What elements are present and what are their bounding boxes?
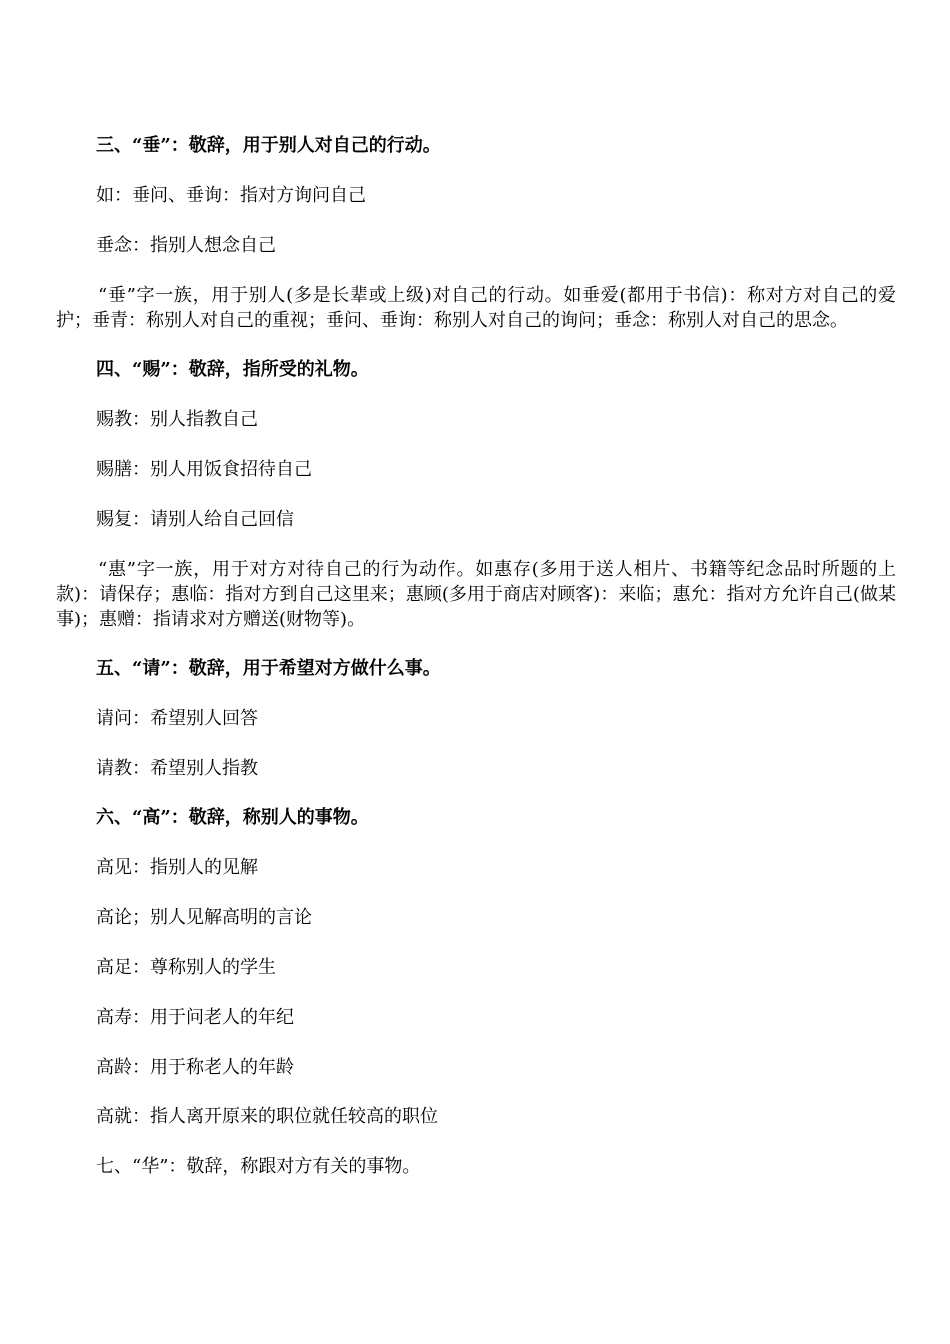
paragraph-chui: “垂”字一族，用于别人(多是长辈或上级)对自己的行动。如垂爱(都用于书信)：称对方对自己的爱护；垂青：称别人对自己的重视；垂问、垂询：称别人对自己的询问；垂念：称别人对自己的思念。 — [56, 285, 896, 331]
paragraph-hui: “惠”字一族，用于对方对待自己的行为动作。如惠存(多用于送人相片、书籍等纪念品时所题的上款)：请保存；惠临：指对方到自己这里来；惠顾(多用于商店对顾客)：来临；惠允：指对方允许自己(做某事)；惠赠：指请求对方赠送(财物等)。 — [56, 559, 896, 630]
section-heading-gao: 六、“高”：敬辞，称别人的事物。 — [96, 807, 369, 828]
section-heading-hua: 七、“华”：敬辞，称跟对方有关的事物。 — [96, 1156, 421, 1177]
entry-gaojian: 高见：指别人的见解 — [96, 857, 258, 878]
entry-qingjiao: 请教：希望别人指教 — [96, 758, 258, 779]
entry-cijiao: 赐教：别人指教自己 — [96, 409, 258, 430]
entry-gaojiu: 高就：指人离开原来的职位就任较高的职位 — [96, 1106, 438, 1127]
section-heading-ci: 四、“赐”：敬辞，指所受的礼物。 — [96, 359, 369, 380]
entry-gaozu: 高足：尊称别人的学生 — [96, 957, 276, 978]
entry-chuiwen: 如：垂问、垂询：指对方询问自己 — [96, 185, 366, 206]
entry-cishan: 赐膳：别人用饭食招待自己 — [96, 459, 312, 480]
entry-qingwen: 请问：希望别人回答 — [96, 708, 258, 729]
section-heading-qing: 五、“请”：敬辞，用于希望对方做什么事。 — [96, 658, 441, 679]
entry-cifu: 赐复：请别人给自己回信 — [96, 509, 294, 530]
entry-gaolun: 高论；别人见解高明的言论 — [96, 907, 312, 928]
entry-gaoshou: 高寿：用于问老人的年纪 — [96, 1007, 294, 1028]
entry-gaoling: 高龄：用于称老人的年龄 — [96, 1057, 294, 1078]
section-heading-chui: 三、“垂”：敬辞，用于别人对自己的行动。 — [96, 135, 441, 156]
entry-chuinian: 垂念：指别人想念自己 — [96, 235, 276, 256]
